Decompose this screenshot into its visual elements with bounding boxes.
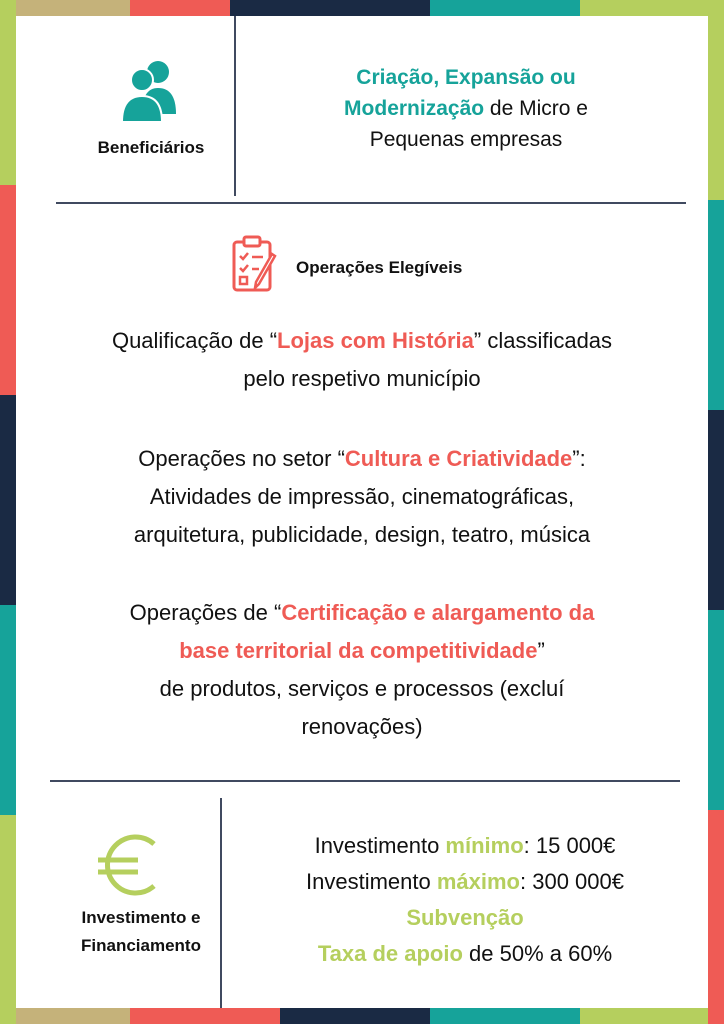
border-top-teal <box>430 0 580 16</box>
item2-post: ”: <box>572 446 586 471</box>
border-top-navy <box>230 0 430 16</box>
content-card <box>16 16 708 1008</box>
operacoes-title: Operações Elegíveis <box>296 258 463 277</box>
border-top-coral <box>130 0 230 16</box>
border-bottom-teal <box>430 1008 580 1024</box>
border-right-teal <box>708 200 724 410</box>
item3-highlight-2: base territorial da competitividade <box>179 638 538 663</box>
beneficiarios-rest: de Micro e <box>484 97 588 120</box>
item2-pre: Operações no setor “ <box>138 446 345 471</box>
taxa-keyword: Taxa de apoio <box>317 941 463 966</box>
border-left-navy <box>0 395 16 605</box>
beneficiarios-line3: Pequenas empresas <box>369 128 563 151</box>
operacoes-item-2 <box>16 440 708 554</box>
border-left-teal <box>0 605 16 815</box>
users-icon <box>116 58 186 122</box>
checklist-icon <box>231 234 281 294</box>
subvencao: Subvenção <box>406 905 524 930</box>
operacoes-item-1 <box>16 322 708 398</box>
divider-horizontal-1 <box>56 202 686 204</box>
investimento-details <box>230 828 700 972</box>
item1-pre: Qualificação de “ <box>111 328 278 353</box>
beneficiarios-highlight-2: Modernização <box>344 97 485 120</box>
item3-highlight-1: Certificação e alargamento da <box>281 600 595 625</box>
max-value: : 300 000€ <box>520 869 624 894</box>
min-pre: Investimento <box>314 833 446 858</box>
min-value: : 15 000€ <box>523 833 616 858</box>
beneficiarios-label: Beneficiários <box>97 138 205 157</box>
border-right-coral <box>708 810 724 1024</box>
investimento-label-line1: Investimento e <box>81 908 201 927</box>
item3-post: ” <box>537 638 545 663</box>
investimento-label-line2: Financiamento <box>81 936 201 955</box>
item3-line3: de produtos, serviços e processos (excluí <box>159 676 565 701</box>
taxa-value: de 50% a 60% <box>462 941 613 966</box>
border-bottom-tan <box>0 1008 130 1024</box>
border-top-lime <box>580 0 724 16</box>
border-left-lime <box>0 0 16 185</box>
beneficiarios-highlight-1: Criação, Expansão ou <box>356 66 576 89</box>
item1-line2: pelo respetivo município <box>243 366 481 391</box>
operacoes-item-3 <box>16 594 708 746</box>
border-right-teal-2 <box>708 610 724 810</box>
border-right-navy <box>708 410 724 610</box>
divider-vertical-bottom <box>220 798 222 1008</box>
item2-highlight: Cultura e Criatividade <box>344 446 573 471</box>
item2-line3: arquitetura, publicidade, design, teatro, música <box>133 522 591 547</box>
item1-highlight: Lojas com História <box>277 328 474 353</box>
euro-icon <box>96 830 166 900</box>
item3-line4: renovações) <box>301 714 423 739</box>
max-keyword: máximo <box>436 869 520 894</box>
investimento-label <box>46 904 236 960</box>
border-left-coral <box>0 185 16 395</box>
beneficiarios-text <box>246 62 686 155</box>
max-pre: Investimento <box>306 869 437 894</box>
item3-pre: Operações de “ <box>129 600 282 625</box>
border-bottom-navy <box>280 1008 430 1024</box>
border-bottom-coral <box>130 1008 280 1024</box>
divider-horizontal-2 <box>50 780 680 782</box>
border-right-lime <box>708 0 724 200</box>
border-left-lime-2 <box>0 815 16 1024</box>
min-keyword: mínimo <box>445 833 524 858</box>
divider-vertical-top <box>234 16 236 196</box>
border-top-tan <box>0 0 130 16</box>
item1-post: ” classificadas <box>473 328 613 353</box>
border-bottom-lime <box>580 1008 724 1024</box>
item2-line2: Atividades de impressão, cinematográficas, <box>149 484 575 509</box>
